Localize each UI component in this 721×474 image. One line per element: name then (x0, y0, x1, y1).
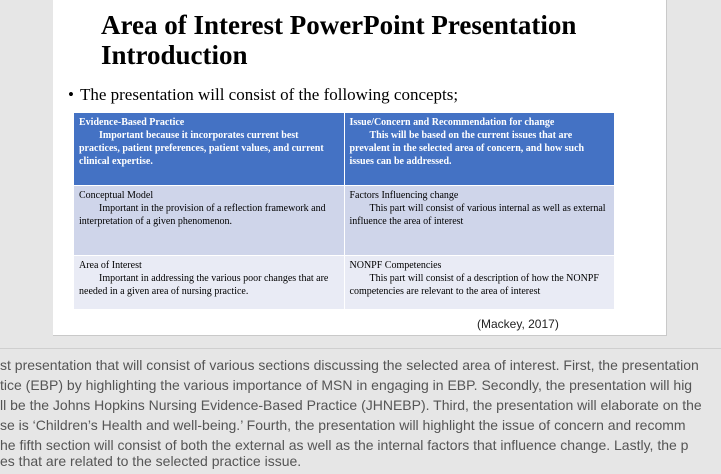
notes-line: es that are related to the selected practice issue. (0, 453, 302, 469)
cell-heading: Area of Interest (79, 260, 142, 271)
table-cell (344, 256, 615, 310)
notes-line: se is ‘Children’s Health and well-being.’ Fourth, the presentation will highlight the issue of concern and recomm (0, 417, 686, 433)
table-row (74, 113, 615, 186)
table-cell (74, 256, 345, 310)
notes-line: ll be the Johns Hopkins Nursing Evidence-Based Practice (JHNEBP). Third, the presentation will elaborate on the (0, 397, 702, 413)
slide-bullet (68, 85, 458, 105)
cell-description: Important in addressing the various poor changes that are needed in a given area of nursing practice. (79, 273, 329, 297)
cell-description: Important because it incorporates current best practices, patient preferences, patient values, and current clinical expertise. (79, 130, 324, 167)
slide-canvas[interactable] (53, 0, 667, 336)
bullet-text: The presentation will consist of the following concepts; (79, 85, 459, 104)
table-cell (74, 186, 345, 256)
cell-heading: Evidence-Based Practice (79, 117, 185, 128)
cell-description: This part will consist of various internal as well as external influence the area of interest (349, 203, 606, 227)
speaker-notes-pane[interactable] (0, 348, 721, 474)
table-row (74, 186, 615, 256)
table-cell (344, 113, 615, 186)
cell-description: Important in the provision of a reflection framework and interpretation of a given phenomenon. (79, 203, 326, 227)
slide-title: Area of Interest PowerPoint Presentation Introduction (101, 10, 577, 70)
cell-description: This part will consist of a description of how the NONPF competencies are relevant to the area of interest (349, 273, 599, 297)
cell-heading: NONPF Competencies (349, 260, 442, 271)
notes-line: st presentation that will consist of various sections discussing the selected area of interest. First, the presentation (0, 357, 699, 373)
notes-line: he fifth section will consist of both the external as well as the internal factors that influence change. Lastly, the p (0, 437, 689, 453)
table-cell (344, 186, 615, 256)
cell-description: This will be based on the current issues that are prevalent in the selected area of concern, and how such issues can be addressed. (349, 130, 585, 167)
cell-heading: Issue/Concern and Recommendation for change (349, 117, 555, 128)
concepts-table (73, 112, 615, 310)
citation: (Mackey, 2017) (477, 317, 559, 331)
cell-heading: Factors Influencing change (349, 190, 459, 201)
cell-heading: Conceptual Model (79, 190, 154, 201)
table-cell (74, 113, 345, 186)
bullet-dot-icon: • (68, 85, 74, 104)
notes-line: tice (EBP) by highlighting the various importance of MSN in engaging in EBP. Secondly, the presentation will hig (0, 377, 693, 393)
table-row (74, 256, 615, 310)
